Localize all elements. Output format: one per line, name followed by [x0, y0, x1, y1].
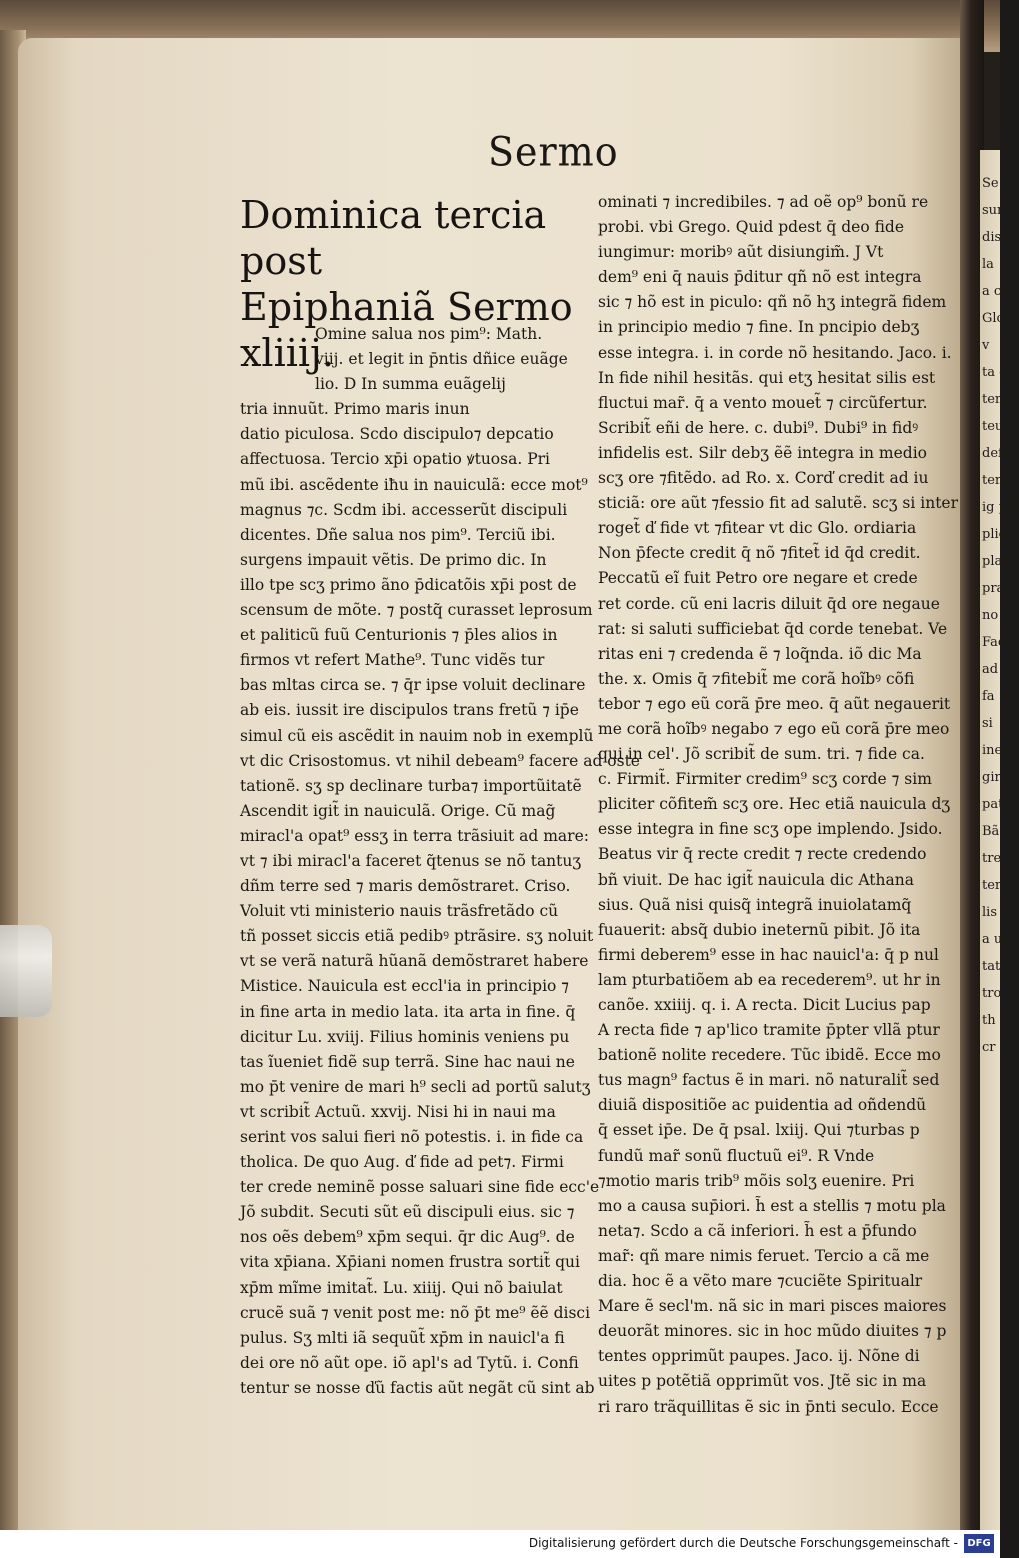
facing-page-fragment: no — [982, 608, 999, 623]
text-line: miracl'a opat⁹ essʒ in terra trãsiuit ad mare: — [240, 826, 589, 845]
text-line: fuauerit: absq̃ dubio ineternũ pibit. Jõ ita — [598, 920, 921, 939]
text-line: tentur se nosse ďũ factis aũt negãt cũ sint ab — [240, 1378, 595, 1397]
text-line: lam pturbatiõem ab ea recederem⁹. ut hr in — [598, 970, 941, 989]
text-line: affectuosa. Tercio xp̄i opatio ꝟtuosa. Pri — [240, 450, 550, 469]
text-line: dicentes. Dñe salua nos pim⁹. Terciũ ibi. — [240, 525, 556, 544]
funding-credit: Digitalisierung gefördert durch die Deutsche Forschungsgemeinschaft - — [528, 1536, 958, 1550]
title-line: Epiphaniã Sermo — [240, 285, 573, 329]
facing-page-fragment: th — [982, 1013, 996, 1028]
facing-page-fragment: plat — [982, 554, 1008, 569]
text-line: qui in cel'. Jõ scribit̃ de sum. tri. ⁊ fide ca. — [598, 745, 925, 764]
text-line: ret corde. cũ eni lacris diluit q̄d ore negaue — [598, 594, 940, 613]
text-line: viij. et legit in p̄ntis dñice euãge — [315, 350, 568, 369]
text-line: pulus. Sʒ mlti iã sequũt̃ xp̄m in nauicl'a fi — [240, 1328, 565, 1347]
text-line: neta⁊. Scdo a cã inferiori. h̃ est a p̄fundo — [598, 1221, 917, 1240]
text-line: bas mltas circa se. ⁊ q̄r ipse voluit declinare — [240, 676, 586, 695]
text-line: Ascendit igit̃ in nauiculã. Orige. Cũ mag̃ — [240, 801, 556, 820]
text-line: firmi deberem⁹ esse in hac nauicl'a: q̄ p nul — [598, 945, 939, 964]
text-line: lio. D In summa euãgelij — [315, 375, 506, 394]
text-line: roget̃ ď fide vt ⁊fitear vt dic Glo. ordiaria — [598, 519, 917, 538]
text-line: iungimur: moribꝰ aũt disiungim̃. J Vt — [598, 243, 884, 262]
facing-page-fragment: tat — [982, 959, 1001, 974]
text-line: q̄ esset ip̄e. De q̄ psal. lxiij. Qui ⁊turbas p — [598, 1121, 920, 1140]
facing-page-fragment: Se — [982, 176, 999, 191]
text-line: xp̄m mĩme imitat̃. Lu. xiiij. Qui nõ baiulat — [240, 1278, 563, 1297]
text-line: et paliticũ fuũ Centurionis ⁊ p̄les alios in — [240, 626, 558, 645]
facing-page-fragment: ta ca — [982, 365, 1015, 380]
text-line: esse integra. i. in corde nõ hesitando. Jaco. i. — [598, 343, 952, 362]
facing-page-fragment: tre — [982, 851, 1002, 866]
text-line: sius. Quã nisi quisq̃ integrã inuiolatamq̃ — [598, 895, 912, 914]
text-line: surgens impauit vẽtis. De primo dic. In — [240, 550, 547, 569]
text-line: tas ĩueniet fidẽ sup terrã. Sine hac naui ne — [240, 1052, 575, 1071]
text-line: vita xp̄iana. Xp̄iani nomen frustra sortit̃ qui — [240, 1253, 580, 1272]
text-line: in principio medio ⁊ fine. In pncipio debʒ — [598, 318, 920, 337]
text-line: canõe. xxiiij. q. i. A recta. Dicit Lucius pap — [598, 996, 931, 1014]
text-line: mo p̄t venire de mari h⁹ secli ad portũ salutʒ — [240, 1077, 591, 1096]
text-line: ritas eni ⁊ credenda ẽ ⁊ loq̃nda. iõ dic Ma — [598, 644, 922, 663]
facing-page-fragment: defo — [982, 446, 1011, 461]
text-line: In fide nihil hesitãs. qui etʒ hesitat silis est — [598, 368, 936, 387]
facing-page-fragment: tent — [982, 473, 1009, 488]
text-line: Non p̄fecte credit q̄ nõ ⁊fitet̃ id q̄d credit. — [598, 544, 921, 563]
text-line: tebor ⁊ ego eũ corã p̄re meo. q̄ aũt negauerit — [598, 694, 951, 713]
title-line: Dominica tercia post — [240, 193, 547, 283]
facing-page-fragment: dis — [982, 230, 1002, 245]
facing-page-fragment: si — [982, 716, 993, 731]
facing-page-fragment: Glo — [982, 311, 1005, 326]
text-line: bationẽ nolite recedere. Tũc ibidẽ. Ecce mo — [598, 1046, 941, 1065]
text-line: dei ore nõ aũt ope. iõ apl's ad Tytũ. i. Confi — [240, 1353, 579, 1372]
text-line: c. Firmit̃. Firmiter credim⁹ scʒ corde ⁊ sim — [598, 770, 932, 789]
text-line: probi. vbi Grego. Quid pdest q̄ deo fide — [598, 218, 905, 237]
text-line: crucẽ suã ⁊ venit post me: nõ p̄t me⁹ ẽẽ disci — [240, 1303, 591, 1322]
text-line: vt scribit̃ Actuũ. xxvij. Nisi hi in naui ma — [240, 1102, 556, 1121]
text-line: dñm terre sed ⁊ maris demõstraret. Criso. — [240, 877, 571, 896]
text-line: scʒ ore ⁊fitẽdo. ad Ro. x. Corď credit ad iu — [598, 469, 929, 488]
facing-page-fragment: ig pla — [982, 500, 1019, 515]
text-line: Beatus vir q̄ recte credit ⁊ recte credendo — [598, 845, 927, 864]
text-line: tñ posset siccis etiã pedibꝰ ptrãsire. sʒ noluit — [240, 927, 594, 946]
text-line: the. x. Omis q̄ ⁊fitebit̃ me corã hoĩbꝰ cõfi — [598, 669, 915, 688]
text-line: tholica. De quo Aug. ď fide ad pet⁊. Firmi — [240, 1153, 564, 1172]
right-text-column — [598, 190, 959, 1420]
text-line: Mare ẽ secl'm. nã sic in mari pisces maiores — [598, 1297, 947, 1316]
facing-page-fragment: ine — [982, 743, 1003, 758]
text-line: Mistice. Nauicula est eccl'ia in principio ⁊ — [240, 977, 569, 996]
footer-bar — [0, 1530, 1000, 1558]
text-line: mar̃: qñ mare nimis feruet. Tercio a cã me — [598, 1246, 930, 1265]
text-line: uites p potẽtiã opprimũt vos. Jtẽ sic in ma — [598, 1372, 927, 1391]
text-line: infidelis est. Silr debʒ ẽẽ integra in medio — [598, 443, 928, 462]
text-line: tationẽ. sʒ sp declinare turba⁊ importũitatẽ — [240, 776, 582, 795]
text-line: tentes opprimũt paupes. Jaco. ij. Nõne di — [598, 1347, 920, 1366]
text-line: rat: si saluti sufficiebat q̄d corde tenebat. Ve — [598, 619, 948, 638]
text-line: esse integra in fine scʒ ope implendo. Jsido. — [598, 820, 943, 839]
text-line: Voluit vti ministerio nauis trãsfretãdo cũ — [240, 902, 559, 921]
text-line: dicitur Lu. xviij. Filius hominis veniens pu — [240, 1027, 570, 1046]
text-line: me corã hoĩbꝰ negabo ⁊ ego eũ corã p̄re meo — [598, 719, 950, 738]
text-line: sticiã: ore aũt ⁊fessio fit ad salutẽ. scʒ si inter — [598, 494, 959, 513]
text-line: dia. hoc ẽ a vẽto mare ⁊cuciẽte Spiritualr — [598, 1272, 923, 1291]
text-line: fluctui mar̃. q̄ a vento mouet̃ ⁊ circũfertur. — [598, 393, 928, 412]
text-line: Jõ subdit. Secuti sũt eũ discipuli eius. sic ⁊ — [240, 1203, 575, 1222]
text-line: simul cũ eis ascẽdit in nauim nob in exemplũ — [240, 726, 594, 745]
text-line: ter crede neminẽ posse saluari sine fide ecc'e — [240, 1178, 600, 1197]
text-line: vt ⁊ ibi miracl'a faceret q̃tenus se nõ tantuʒ — [240, 851, 582, 870]
text-line: dem⁹ eni q̄ nauis p̄ditur qñ nõ est integra — [598, 268, 922, 287]
text-line: mũ ibi. ascẽdente iħu in nauiculã: ecce mot⁹ — [240, 475, 588, 494]
text-line: tus magn⁹ factus ẽ in mari. nõ naturalit̃ sed — [598, 1071, 940, 1090]
text-line: vt se verã naturã hũanã demõstraret habere — [240, 952, 589, 971]
page-clip — [0, 925, 52, 1017]
facing-page-fragment: plic — [982, 527, 1006, 542]
facing-page-fragment: tenc — [982, 392, 1011, 407]
text-line: deuorãt minores. sic in hoc mũdo diuites ⁊ p — [598, 1322, 947, 1341]
facing-page-fragment: ter — [982, 878, 1002, 893]
text-line: ⁊motio maris trib⁹ mõis solʒ euenire. Pri — [598, 1171, 915, 1190]
facing-page-fragment: Bã — [982, 824, 1000, 839]
text-line: Peccatũ eĩ fuit Petro ore negare et crede — [598, 569, 918, 588]
left-text-column — [240, 322, 640, 1401]
text-line: ri raro trãquillitas ẽ sic in p̄nti seculo. Ecce — [598, 1397, 939, 1416]
facing-page-fragment: tro — [982, 986, 1002, 1001]
facing-page-strip — [980, 150, 1019, 1530]
facing-page-fragment: teu — [982, 419, 1004, 434]
facing-page-fragment: pati — [982, 797, 1008, 812]
facing-page-fragment: gir — [982, 770, 1001, 785]
text-line: A recta fide ⁊ ap'lico tramite p̄pter vllã ptur — [598, 1021, 940, 1040]
text-line: pliciter cõfitem̃ scʒ ore. Hec etiã nauicula dʒ — [598, 795, 951, 814]
facing-page-fragment: Fac — [982, 635, 1006, 650]
facing-page-fragment: cr — [982, 1040, 996, 1055]
text-line: nos oẽs debem⁹ xp̄m sequi. q̄r dic Aug⁹. de — [240, 1228, 575, 1247]
facing-page-fragment: la — [982, 257, 994, 272]
text-line: tria innuũt. Primo maris inun — [240, 400, 470, 419]
text-line: ab eis. iussit ire discipulos trans fretũ ⁊ ip̄e — [240, 701, 579, 720]
text-line: diuiã dispositiõe ac puidentia ad oñdendũ — [598, 1096, 927, 1115]
title-line: xliiij. — [240, 331, 334, 375]
text-line: magnus ⁊c. Scdm ibi. accesserũt discipuli — [240, 500, 568, 519]
text-line: Omine salua nos pim⁹: Math. — [315, 325, 543, 343]
facing-page-fragment: v — [982, 338, 990, 353]
text-line: fundũ mar̃ sonũ fluctuũ ei⁹. R Vnde — [598, 1146, 875, 1165]
facing-page-fragment: pra — [982, 581, 1005, 596]
facing-page-fragment: a ut — [982, 932, 1008, 947]
dfg-logo[interactable]: DFG — [964, 1534, 994, 1553]
text-line: Scribit̃ eñi de here. c. dubi⁹. Dubi⁹ in fidꝰ — [598, 418, 919, 437]
text-line: in fine arta in medio lata. ita arta in fine. q̄ — [240, 1002, 576, 1021]
text-line: serint vos salui fieri nõ potestis. i. in fide ca — [240, 1128, 584, 1146]
text-line: datio piculosa. Scdo discipulo⁊ depcatio — [240, 425, 554, 444]
facing-page-fragment: lis — [982, 905, 997, 920]
facing-page-fragment: a ca — [982, 284, 1009, 299]
facing-page-fragment: fa — [982, 689, 995, 704]
text-line: firmos vt refert Mathe⁹. Tunc vidẽs tur — [240, 651, 545, 670]
text-line: mo a causa sup̄iori. h̃ est a stellis ⁊ motu pla — [598, 1196, 946, 1215]
facing-page-fragment: sunt — [982, 203, 1011, 218]
text-line: scensum de mõte. ⁊ postq̃ curasset leprosum — [240, 601, 593, 620]
facing-page-fragment: ad — [982, 662, 999, 677]
facing-page-text — [980, 170, 1019, 1061]
text-line: illo tpe scʒ primo ãno p̄dicatõis xp̄i post de — [240, 575, 577, 594]
text-line: vt dic Crisostomus. vt nihil debeam⁹ facere ad oste — [240, 751, 640, 770]
running-head: Sermo — [488, 128, 619, 176]
text-line: sic ⁊ hõ est in piculo: qñ nõ hʒ integrã fidem — [598, 293, 947, 312]
text-line: bñ viuit. De hac igit̃ nauicula dic Athana — [598, 870, 914, 889]
text-line: ominati ⁊ incredibiles. ⁊ ad oẽ op⁹ bonũ re — [598, 193, 929, 211]
